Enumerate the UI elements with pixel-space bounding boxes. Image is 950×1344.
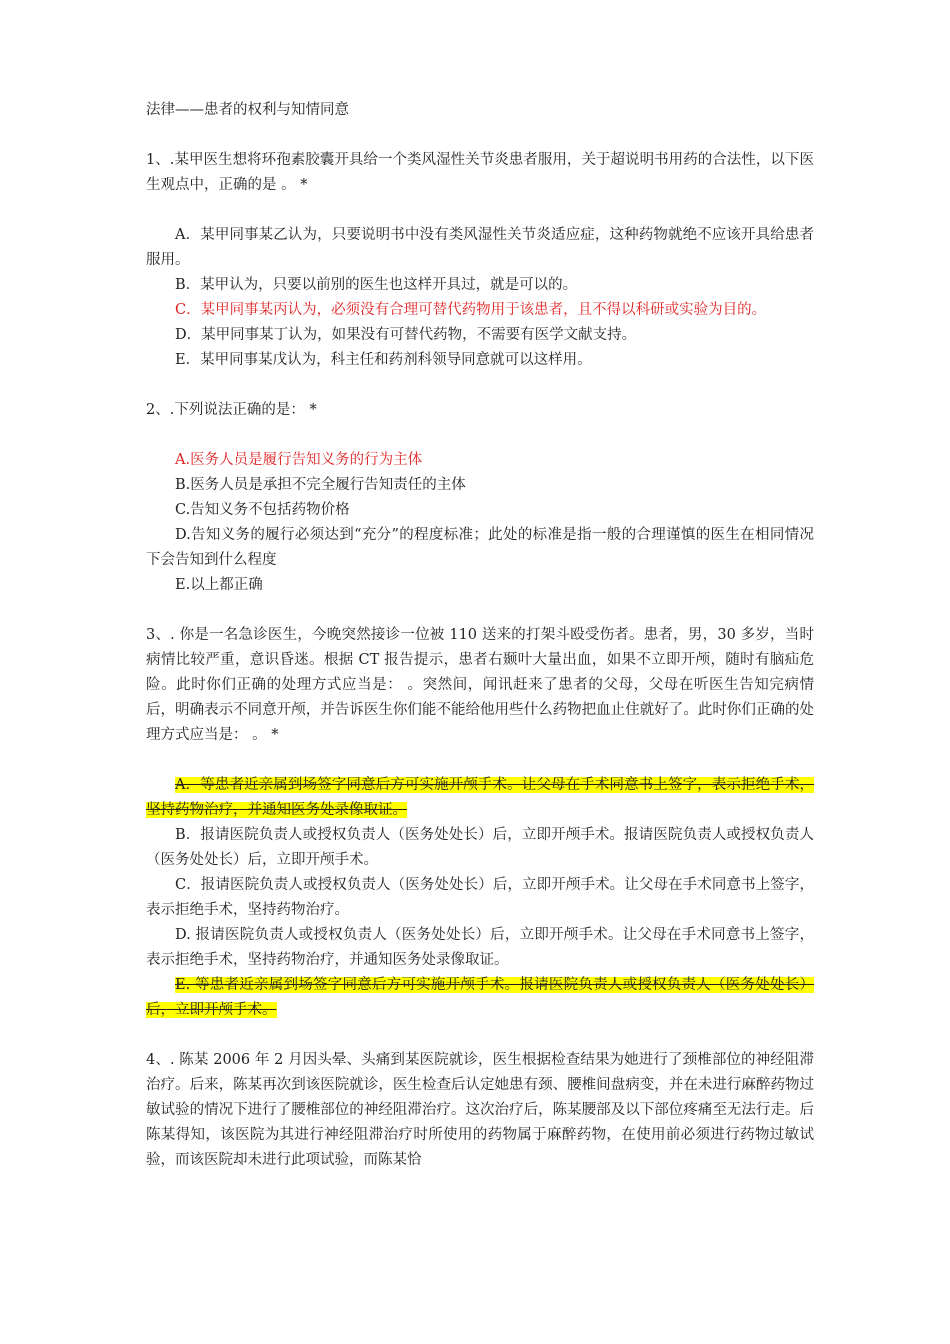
question-2-text: 2、.下列说法正确的是： * [146, 402, 317, 418]
document-title: 法律——患者的权利与知情同意 [146, 102, 349, 118]
question-2-option-e: E.以上都正确 [175, 577, 263, 593]
question-2-option-d: D.告知义务的履行必须达到“充分”的程度标准；此处的标准是指一般的合理谨慎的医生在相同情况下会告知到什么程度 [146, 527, 814, 568]
question-1-option-c-correct: C．某甲同事某丙认为，必须没有合理可替代药物用于该患者，且不得以科研或实验为目的。 [175, 302, 767, 318]
question-4-text: 4、. 陈某 2006 年 2 月因头晕、头痛到某医院就诊，医生根据检查结果为她进行了颈椎部位的神经阻滞治疗。后来，陈某再次到该医院就诊，医生检查后认定她患有颈、腰椎间盘病变，并在未进行麻醉药物过敏试验的情况下进行了腰椎部位的神经阻滞治疗。这次治疗后，陈某腰部及以下部位疼痛至无法行走。后陈某得知，该医院为其进行神经阻滞治疗时所使用的药物属于麻醉药物，在使用前必须进行药物过敏试验，而该医院却未进行此项试验，而陈某恰 [146, 1052, 814, 1168]
document-body [146, 98, 814, 1198]
question-3-option-d: D. 报请医院负责人或授权负责人（医务处处长）后，立即开颅手术。让父母在手术同意书上签字，表示拒绝手术，坚持药物治疗，并通知医务处录像取证。 [146, 927, 814, 968]
question-3-option-a-struck [146, 773, 814, 823]
struck-highlighted-text: A．等患者近亲属到场签字同意后方可实施开颅手术。让父母在手术同意书上签字，表示拒绝手术，坚持药物治疗，并通知医务处录像取证。 [146, 777, 814, 818]
question-2-option-b: B.医务人员是承担不完全履行告知责任的主体 [175, 477, 466, 493]
question-2-option-c: C.告知义务不包括药物价格 [175, 502, 350, 518]
question-1-text: 1、.某甲医生想将环孢素胶囊开具给一个类风湿性关节炎患者服用，关于超说明书用药的合法性，以下医生观点中，正确的是 。 * [146, 152, 814, 193]
question-1-option-a: A．某甲同事某乙认为，只要说明书中没有类风湿性关节炎适应症，这种药物就绝不应该开具给患者服用。 [146, 227, 814, 268]
question-3-option-b: B．报请医院负责人或授权负责人（医务处处长）后，立即开颅手术。报请医院负责人或授权负责人（医务处处长）后，立即开颅手术。 [146, 827, 814, 868]
question-3-text: 3、. 你是一名急诊医生，今晚突然接诊一位被 110 送来的打架斗殴受伤者。患者，男，30 多岁，当时病情比较严重，意识昏迷。根据 CT 报告提示，患者右颞叶大量出血，如果不立即开颅，随时有脑疝危险。此时你们正确的处理方式应当是： 。突然间，闻讯赶来了患者的父母，父母在听医生告知完病情后，明确表示不同意开颅，并告诉医生你们能不能给他用些什么药物把血止住就好了。此时你们正确的处理方式应当是： 。 * [146, 627, 814, 743]
question-1-option-d: D．某甲同事某丁认为，如果没有可替代药物，不需要有医学文献支持。 [175, 327, 637, 343]
struck-highlighted-text: E. 等患者近亲属到场签字同意后方可实施开颅手术。报请医院负责人或授权负责人（医务处处长）后，立即开颅手术。 [146, 977, 814, 1018]
question-4 [146, 1048, 814, 1173]
question-1-option-b: B．某甲认为，只要以前别的医生也这样开具过，就是可以的。 [175, 277, 578, 293]
question-1-option-e: E．某甲同事某戊认为，科主任和药剂科领导同意就可以这样用。 [175, 352, 592, 368]
question-3-option-e-struck [146, 973, 814, 1023]
question-3 [146, 623, 814, 1023]
question-2-option-a-correct: A.医务人员是履行告知义务的行为主体 [175, 452, 423, 468]
question-2 [146, 398, 814, 598]
question-1 [146, 148, 814, 373]
question-3-option-c: C．报请医院负责人或授权负责人（医务处处长）后，立即开颅手术。让父母在手术同意书上签字，表示拒绝手术，坚持药物治疗。 [146, 877, 814, 918]
